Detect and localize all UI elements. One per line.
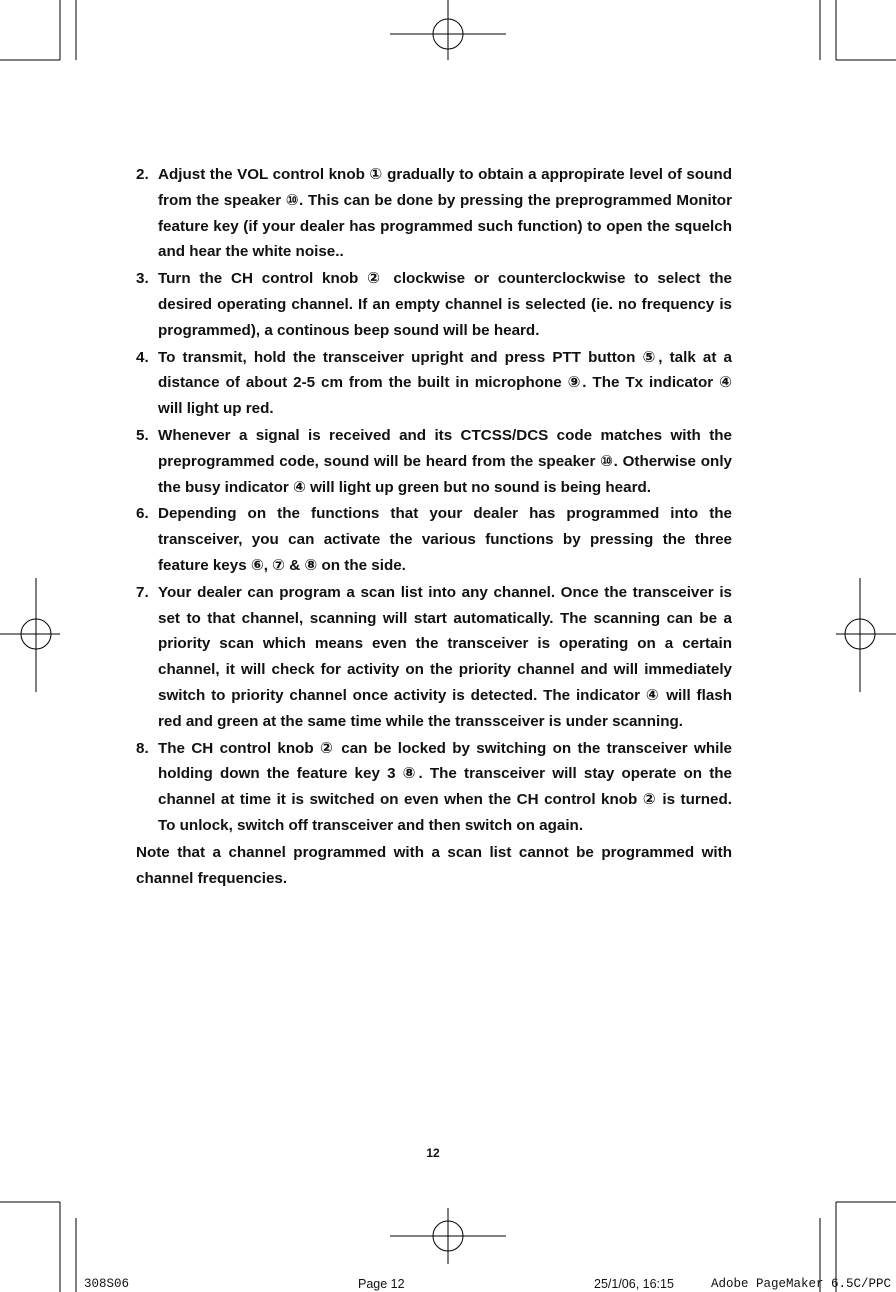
registration-mark-top	[390, 0, 506, 60]
item-text: Depending on the functions that your dealer has programmed into the transceiver, you can activate the various functions by pressing the three feature keys ⑥, ⑦ & ⑧ on the side.	[158, 505, 732, 574]
item-number: 3.	[136, 270, 149, 288]
item-text: Turn the CH control knob ② clockwise or counterclockwise to select the desired operating channel. If an empty channel is selected (ie. no frequency is programmed), a continous beep sound will be heard.	[158, 270, 732, 339]
instruction-item	[136, 266, 732, 343]
instruction-item	[136, 162, 732, 265]
instructions-body	[136, 162, 732, 907]
page-number: 12	[426, 1146, 440, 1160]
slug-datetime: 25/1/06, 16:15	[594, 1277, 674, 1291]
item-text: The CH control knob ② can be locked by switching on the transceiver while holding down the feature key 3 ⑧. The transceiver will stay operate on the channel at time it is switched on even when the CH control knob ② is turned. To unlock, switch off transceiver and then switch on again.	[158, 739, 732, 834]
instruction-item	[136, 736, 732, 839]
item-text: Whenever a signal is received and its CTCSS/DCS code matches with the preprogrammed code, sound will be heard from the speaker ⑩. Otherwise only the busy indicator ④ will light up green but no sound is being heard.	[158, 426, 732, 496]
instruction-item	[136, 580, 732, 735]
item-number: 2.	[136, 166, 149, 183]
instruction-item	[136, 423, 732, 500]
item-number: 8.	[136, 739, 149, 757]
item-number: 4.	[136, 348, 149, 366]
item-text: To transmit, hold the transceiver upright and press PTT button ⑤, talk at a distance of about 2-5 cm from the built in microphone ⑨. The Tx indicator ④ will light up red.	[158, 348, 732, 418]
slug-application: Adobe PageMaker 6.5C/PPC	[711, 1277, 892, 1291]
item-text: Adjust the VOL control knob ① gradually to obtain a appropirate level of sound from the speaker ⑩. This can be done by pressing the preprogrammed Monitor feature key (if your dealer has programmed such function) to open the squelch and hear the white noise..	[158, 166, 732, 261]
item-number: 7.	[136, 583, 149, 601]
item-number: 6.	[136, 505, 149, 523]
registration-mark-bottom	[390, 1208, 506, 1264]
registration-mark-right	[836, 578, 896, 692]
instruction-item	[136, 501, 732, 578]
registration-mark-left	[0, 578, 60, 692]
slug-file-name: 308S06	[84, 1277, 130, 1291]
note-paragraph: Note that a channel programmed with a scan list cannot be programmed with channel frequencies.	[136, 843, 732, 887]
instruction-item	[136, 345, 732, 422]
item-text: Your dealer can program a scan list into any channel. Once the transceiver is set to that channel, scanning will start automatically. The scanning can be a priority scan which means even the transceiver is operating on a certain channel, it will check for activity on the priority channel and will immediately switch to priority channel once activity is detected. The indicator ④ will flash red and green at the same time while the transsceiver is under scanning.	[158, 583, 732, 730]
item-number: 5.	[136, 426, 149, 444]
slug-page-label: Page 12	[358, 1277, 405, 1291]
